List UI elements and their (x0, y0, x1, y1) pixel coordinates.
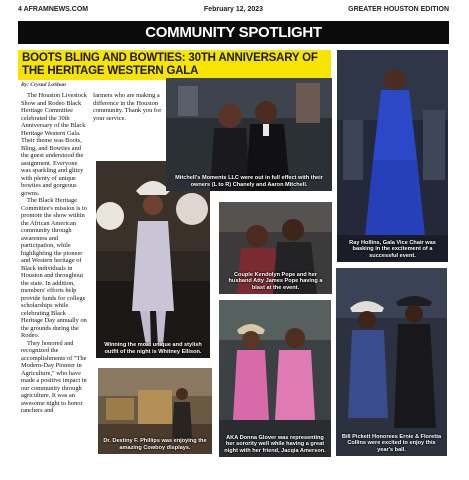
article-paragraph: They honored and recognized the accomplishments of "The Modern-Day Pioneer in Agriculture," who have made a positive impact in our community through agriculture. It was an awesome night to honor ranchers and (21, 339, 87, 414)
photo-pickett-caption: Bill Pickett Honorees Ernie & Floretta Collins were excited to enjoy this year's ball. (341, 433, 442, 453)
article-paragraph: The Black Heritage Committee's mission is to promote the show within the African American community through awareness and participation, while highlighting the pioneer and Western heritage of Black individuals in Houston and throughout the state. In addition, members' efforts help provide funds for college scholarships while celebrating Black Heritage Day annually on the grounds during the Rodeo. (21, 197, 87, 339)
photo-mitchell (166, 78, 332, 191)
photo-destiny-caption: Dr. Destiny F. Phillips was enjoying the amazing Cowboy displays. (103, 438, 207, 451)
photo-destiny (98, 368, 212, 454)
photo-pickett-image (336, 268, 447, 456)
article-continuation: farmers who are making a difference in the Houston community. Thank you for your service. (93, 92, 162, 122)
photo-pickett (336, 268, 447, 456)
article-column-2 (93, 92, 167, 122)
photo-pope-caption: Couple Kendolyn Pope and her husband Atty James Pope having a blast at the event. (228, 271, 323, 291)
edition-name: GREATER HOUSTON EDITION (348, 6, 449, 13)
article-column-1 (21, 92, 87, 475)
issue-date: February 12, 2023 (203, 6, 264, 13)
article-paragraph: The Houston Livestock Show and Rodeo Black Heritage Committee celebrated the 30th Anniversary of the Black Heritage Western Gala. Their theme was Boots, Bling, and Bowties and the guest understood the assignment. Everyone was sparkling and glitzy with plenty of unique bowties and gorgeous gowns. (21, 92, 87, 197)
photo-ray-image (337, 50, 448, 262)
page-header (18, 6, 449, 16)
article-byline: By: Crystal LaShan (21, 82, 66, 88)
photo-donna (219, 300, 331, 457)
article-headline: BOOTS BLING AND BOWTIES: 30TH ANNIVERSARY OF THE HERITAGE WESTERN GALA (18, 50, 331, 80)
photo-ray-caption: Ray Hollins, Gala Vice Chair was basking in the excitement of a successful event. (349, 239, 436, 259)
photo-ray (337, 50, 448, 262)
photo-donna-image (219, 300, 331, 457)
photo-donna-caption: AKA Donna Glover was representing her sorority well while having a great night with her friend, Jacqia Amerson. (224, 434, 326, 454)
photo-pope (219, 202, 332, 294)
section-banner: COMMUNITY SPOTLIGHT (18, 21, 449, 44)
photo-mitchell-caption: Mitchell's Moments LLC were out in full effect with their owners (L to R) Chanely and Aaron Mitchell. (175, 175, 323, 188)
photo-whitney-caption: Winning the most unique and stylish outfit of the night is Whitney Ellison. (104, 342, 202, 355)
site-name: 4 AFRAMNEWS.COM (18, 6, 89, 13)
